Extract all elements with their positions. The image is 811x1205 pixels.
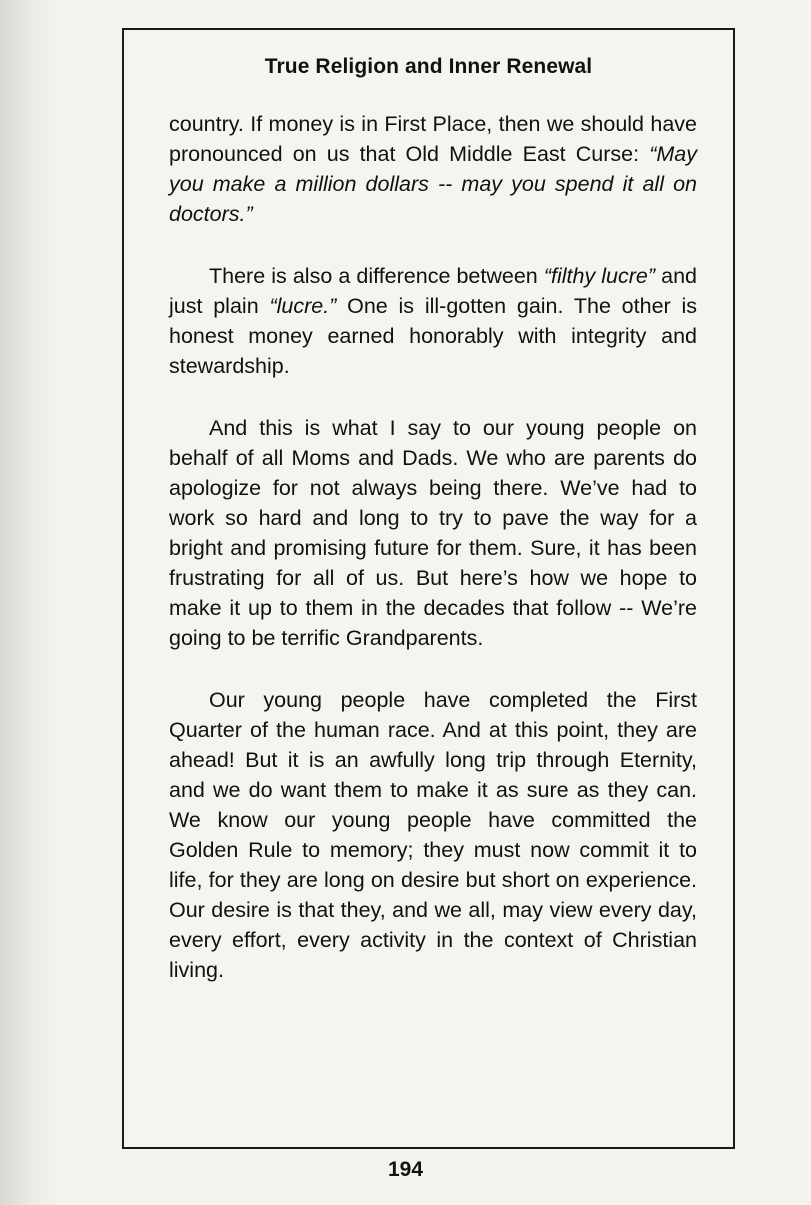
paragraph-3: And this is what I say to our young people on behalf of all Moms and Dads. We who are parents do apologize for not always being there. We’ve had to work so hard and long to try to pave the way for a bright and promising future for them. Sure, it has been frustrating for all of us. But here’s how we hope to make it up to them in the decades that follow -- We’re going to be terrific Grandparents. (169, 416, 697, 650)
paragraph-2 (169, 261, 697, 381)
page-gutter-shadow (0, 0, 60, 1205)
paragraph-4: Our young people have completed the First Quarter of the human race. And at this point, they are ahead! But it is an awfully long trip through Eternity, and we do want them to make it as sure as they can. We know our young people have committed the Golden Rule to memory; they must now commit it to life, for they are long on desire but short on experience. Our desire is that they, and we all, may view every day, every effort, every activity in the context of Christian living. (169, 688, 697, 982)
body-text (169, 109, 697, 1017)
running-title: True Religion and Inner Renewal (264, 55, 593, 78)
paragraph-2-text-a: There is also a difference between (209, 264, 544, 288)
paragraph-2-text-c: One is ill-gotten gain. The other is honest money earned honorably with integrity and stewardship. (169, 294, 697, 378)
paragraph-1-text: country. If money is in First Place, then we should have pronounced on us that Old Middle East Curse: (169, 112, 697, 166)
paragraph-2-quote-lucre: “lucre.” (269, 294, 337, 318)
paragraph-1 (169, 109, 697, 229)
page-frame (122, 28, 735, 1149)
paragraph-2-text-b: and just plain (169, 264, 697, 318)
paragraph-1-quote: “May you make a million dollars -- may you spend it all on doctors.” (169, 142, 697, 226)
page-number: 194 (387, 1158, 424, 1181)
paragraph-2-quote-filthy-lucre: “filthy lucre” (543, 264, 656, 288)
